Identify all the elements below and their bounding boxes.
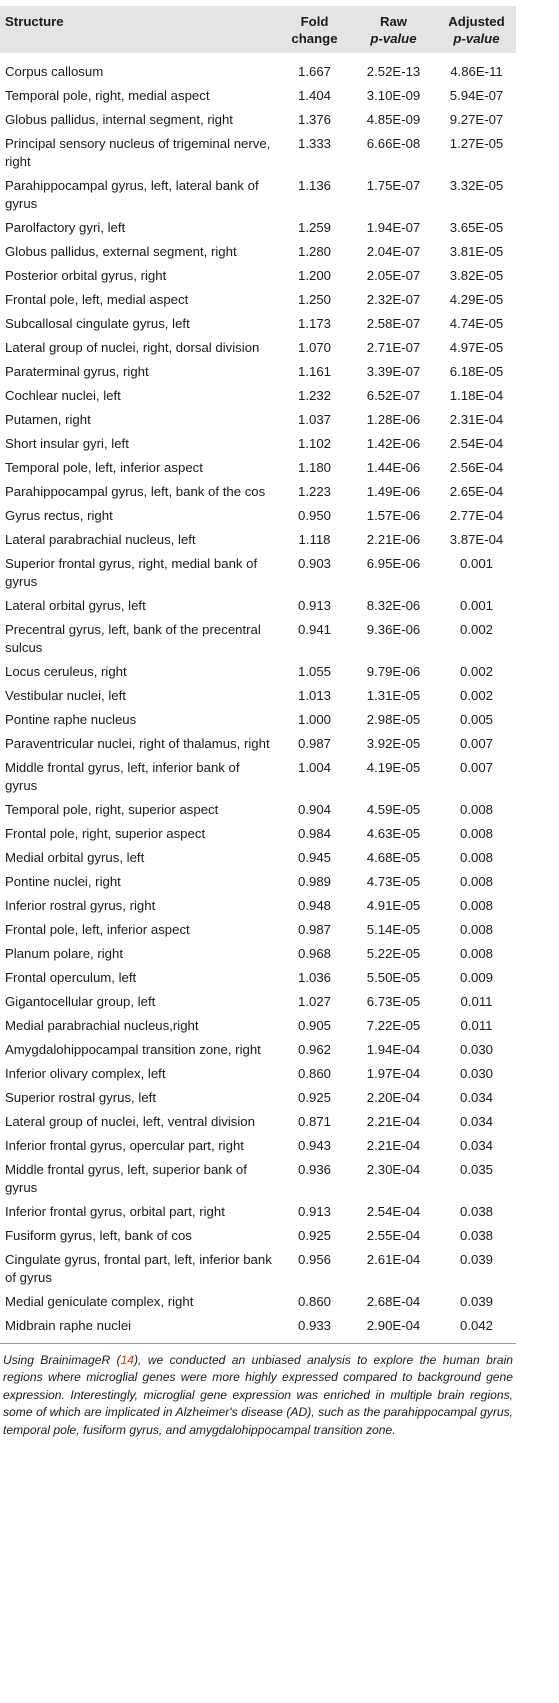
table-row [0,108,516,132]
table-row [0,384,516,408]
cell-fold-change: 0.989 [297,874,331,889]
cell-fold-change: 0.987 [297,922,331,937]
table-row [0,918,516,942]
cell-adjusted-p: 1.18E-04 [449,388,504,403]
table-row [0,456,516,480]
cell-raw-p: 4.68E-05 [366,850,421,865]
cell-structure: Parolfactory gyri, left [5,220,126,235]
table-row [0,408,516,432]
cell-adjusted-p: 0.038 [459,1204,493,1219]
cell-adjusted-p: 6.18E-05 [449,364,504,379]
cell-fold-change: 1.036 [297,970,331,985]
cell-adjusted-p: 2.56E-04 [449,460,504,475]
cell-structure: Lateral parabrachial nucleus, left [5,532,196,547]
cell-raw-p: 2.05E-07 [366,268,421,283]
table-row [0,822,516,846]
cell-raw-p: 1.49E-06 [366,484,421,499]
cell-fold-change: 1.250 [297,292,331,307]
cell-structure: Frontal pole, left, medial aspect [5,292,189,307]
cell-structure: Temporal pole, right, medial aspect [5,88,210,103]
cell-adjusted-p: 0.034 [459,1090,493,1105]
cell-fold-change: 0.904 [297,802,331,817]
cell-structure: Inferior frontal gyrus, opercular part, right [5,1138,244,1153]
cell-structure: Subcallosal cingulate gyrus, left [5,316,190,331]
cell-adjusted-p: 3.65E-05 [449,220,504,235]
cell-adjusted-p: 0.008 [459,850,493,865]
cell-adjusted-p: 0.001 [459,598,493,613]
table-row [0,966,516,990]
cell-fold-change: 1.102 [297,436,331,451]
cell-fold-change: 0.987 [297,736,331,751]
cell-fold-change: 0.948 [297,898,331,913]
header-raw-p [350,6,436,53]
footnote-reference-link[interactable]: 14 [120,1353,135,1367]
cell-structure: Medial geniculate complex, right [5,1294,194,1309]
cell-structure: Inferior frontal gyrus, orbital part, right [5,1204,225,1219]
cell-adjusted-p: 0.011 [460,1018,493,1033]
cell-raw-p: 2.54E-04 [366,1204,421,1219]
cell-adjusted-p: 1.27E-05 [449,136,504,151]
cell-adjusted-p: 0.011 [460,994,493,1009]
table-row [0,174,516,216]
cell-adjusted-p: 2.31E-04 [449,412,504,427]
cell-raw-p: 1.57E-06 [366,508,421,523]
cell-raw-p: 1.97E-04 [366,1066,421,1081]
cell-fold-change: 1.280 [297,244,331,259]
cell-raw-p: 2.21E-06 [366,532,421,547]
cell-fold-change: 0.968 [297,946,331,961]
cell-structure: Parahippocampal gyrus, left, bank of the cos [5,484,266,499]
cell-structure: Medial parabrachial nucleus,right [5,1018,199,1033]
cell-raw-p: 6.66E-08 [366,136,421,151]
header-row [0,6,516,53]
cell-raw-p: 6.73E-05 [366,994,421,1009]
table-row [0,432,516,456]
cell-fold-change: 1.173 [297,316,331,331]
cell-structure: Middle frontal gyrus, left, superior bank of gyrus [5,1162,247,1195]
cell-fold-change: 1.136 [297,178,331,193]
cell-structure: Paraventricular nuclei, right of thalamus, right [5,736,270,751]
cell-raw-p: 2.21E-04 [366,1114,421,1129]
table-row [0,1200,516,1224]
cell-fold-change: 0.936 [297,1162,331,1177]
cell-raw-p: 4.63E-05 [366,826,421,841]
cell-fold-change: 0.860 [297,1294,331,1309]
table-row [0,240,516,264]
cell-adjusted-p: 3.87E-04 [449,532,504,547]
cell-fold-change: 1.376 [297,112,331,127]
cell-structure: Principal sensory nucleus of trigeminal nerve, right [5,136,271,169]
cell-adjusted-p: 0.001 [459,556,493,571]
table-row [0,660,516,684]
cell-raw-p: 2.68E-04 [366,1294,421,1309]
cell-raw-p: 4.85E-09 [366,112,421,127]
cell-adjusted-p: 4.86E-11 [450,64,503,79]
cell-adjusted-p: 0.008 [459,898,493,913]
cell-structure: Corpus callosum [5,64,104,79]
table-row [0,312,516,336]
cell-raw-p: 1.42E-06 [366,436,421,451]
cell-raw-p: 1.94E-04 [366,1042,421,1057]
cell-raw-p: 6.95E-06 [366,556,421,571]
table-row [0,1290,516,1314]
cell-structure: Pontine raphe nucleus [5,712,137,727]
cell-fold-change: 0.903 [297,556,331,571]
cell-fold-change: 1.013 [297,688,331,703]
cell-raw-p: 1.94E-07 [366,220,421,235]
cell-adjusted-p: 0.002 [459,622,493,637]
table-row [0,504,516,528]
cell-adjusted-p: 2.77E-04 [449,508,504,523]
cell-structure: Vestibular nuclei, left [5,688,126,703]
cell-raw-p: 1.28E-06 [366,412,421,427]
cell-adjusted-p: 0.002 [459,688,493,703]
header-adj-line1: Adjusted [448,14,505,29]
cell-raw-p: 7.22E-05 [366,1018,421,1033]
cell-fold-change: 1.037 [297,412,331,427]
cell-raw-p: 2.71E-07 [366,340,421,355]
cell-raw-p: 2.55E-04 [366,1228,421,1243]
cell-structure: Middle frontal gyrus, left, inferior bank of gyrus [5,760,240,793]
cell-structure: Posterior orbital gyrus, right [5,268,167,283]
table-row [0,1038,516,1062]
cell-structure: Locus ceruleus, right [5,664,127,679]
table-row [0,1062,516,1086]
table-row [0,1014,516,1038]
cell-adjusted-p: 0.008 [459,922,493,937]
cell-structure: Frontal operculum, left [5,970,137,985]
header-raw-line1: Raw [379,14,408,29]
cell-fold-change: 1.333 [297,136,331,151]
cell-structure: Gigantocellular group, left [5,994,156,1009]
cell-fold-change: 0.925 [297,1090,331,1105]
cell-adjusted-p: 0.009 [459,970,493,985]
cell-structure: Superior frontal gyrus, right, medial bank of gyrus [5,556,258,589]
cell-fold-change: 0.933 [297,1318,331,1333]
header-adjusted-p [436,6,516,53]
cell-fold-change: 0.913 [297,598,331,613]
cell-fold-change: 1.070 [297,340,331,355]
table-row [0,288,516,312]
table-header [0,6,516,53]
cell-adjusted-p: 0.008 [459,826,493,841]
table-row [0,528,516,552]
cell-structure: Precentral gyrus, left, bank of the precentral sulcus [5,622,261,655]
table-row [0,594,516,618]
cell-fold-change: 1.118 [298,532,331,547]
footnote-before-ref: Using BrainimageR ( [3,1353,121,1367]
cell-adjusted-p: 4.97E-05 [449,340,504,355]
cell-structure: Medial orbital gyrus, left [5,850,145,865]
cell-raw-p: 2.52E-13 [366,64,421,79]
cell-adjusted-p: 4.74E-05 [449,316,504,331]
table-row [0,552,516,594]
cell-structure: Parahippocampal gyrus, left, lateral bank of gyrus [5,178,259,211]
header-fold-change [278,6,350,53]
cell-raw-p: 3.39E-07 [366,364,421,379]
table-row [0,480,516,504]
cell-fold-change: 1.055 [297,664,331,679]
cell-structure: Lateral orbital gyrus, left [5,598,146,613]
cell-fold-change: 0.925 [297,1228,331,1243]
table-row [0,756,516,798]
cell-structure: Planum polare, right [5,946,124,961]
table-row [0,870,516,894]
cell-fold-change: 0.905 [297,1018,331,1033]
cell-structure: Frontal pole, right, superior aspect [5,826,206,841]
cell-fold-change: 1.200 [297,268,331,283]
table-footnote [0,1344,516,1439]
cell-structure: Superior rostral gyrus, left [5,1090,156,1105]
table-row [0,990,516,1014]
cell-adjusted-p: 2.65E-04 [449,484,504,499]
cell-fold-change: 0.913 [297,1204,331,1219]
cell-fold-change: 1.180 [297,460,331,475]
cell-raw-p: 8.32E-06 [366,598,421,613]
cell-fold-change: 1.027 [297,994,331,1009]
cell-raw-p: 3.92E-05 [366,736,421,751]
cell-adjusted-p: 0.008 [459,946,493,961]
cell-structure: Globus pallidus, external segment, right [5,244,237,259]
cell-raw-p: 9.36E-06 [366,622,421,637]
cell-adjusted-p: 3.82E-05 [449,268,504,283]
cell-raw-p: 5.50E-05 [366,970,421,985]
table-row [0,708,516,732]
cell-adjusted-p: 0.007 [459,760,493,775]
header-adj-line2: p-value [453,31,500,46]
header-structure: Structure [5,14,64,29]
cell-fold-change: 0.941 [297,622,331,637]
cell-adjusted-p: 0.034 [459,1138,493,1153]
cell-raw-p: 4.91E-05 [366,898,421,913]
cell-fold-change: 0.943 [297,1138,331,1153]
header-fold-line1: Fold [300,14,329,29]
cell-fold-change: 0.950 [297,508,331,523]
cell-adjusted-p: 0.035 [459,1162,493,1177]
cell-raw-p: 1.75E-07 [366,178,421,193]
cell-fold-change: 1.161 [297,364,331,379]
table-row [0,1134,516,1158]
table-row [0,798,516,822]
cell-structure: Inferior rostral gyrus, right [5,898,156,913]
cell-raw-p: 1.44E-06 [366,460,421,475]
cell-fold-change: 1.667 [297,64,331,79]
cell-raw-p: 3.10E-09 [366,88,421,103]
table-row [0,336,516,360]
table-row [0,1110,516,1134]
cell-fold-change: 0.956 [297,1252,331,1267]
cell-raw-p: 4.19E-05 [366,760,421,775]
cell-fold-change: 1.223 [297,484,331,499]
cell-adjusted-p: 0.007 [459,736,493,751]
cell-raw-p: 2.20E-04 [366,1090,421,1105]
header-raw-line2: p-value [370,31,417,46]
cell-fold-change: 1.000 [297,712,331,727]
table-row [0,732,516,756]
cell-adjusted-p: 5.94E-07 [449,88,504,103]
table-row [0,894,516,918]
cell-raw-p: 5.14E-05 [366,922,421,937]
cell-adjusted-p: 0.008 [459,874,493,889]
cell-fold-change: 1.004 [297,760,331,775]
data-table [0,6,516,1343]
cell-adjusted-p: 9.27E-07 [449,112,504,127]
cell-structure: Midbrain raphe nuclei [5,1318,132,1333]
table-row [0,360,516,384]
table-row [0,1224,516,1248]
cell-structure: Temporal pole, left, inferior aspect [5,460,203,475]
cell-structure: Globus pallidus, internal segment, right [5,112,233,127]
cell-raw-p: 4.73E-05 [366,874,421,889]
table-row [0,1314,516,1343]
cell-fold-change: 0.871 [297,1114,331,1129]
cell-raw-p: 2.04E-07 [366,244,421,259]
cell-fold-change: 1.404 [297,88,331,103]
cell-raw-p: 4.59E-05 [366,802,421,817]
cell-adjusted-p: 0.030 [459,1042,493,1057]
cell-adjusted-p: 0.038 [459,1228,493,1243]
table-row [0,264,516,288]
cell-fold-change: 0.962 [297,1042,331,1057]
cell-adjusted-p: 0.002 [459,664,493,679]
cell-adjusted-p: 0.039 [459,1252,493,1267]
cell-fold-change: 1.232 [297,388,331,403]
cell-structure: Amygdalohippocampal transition zone, right [5,1042,261,1057]
cell-raw-p: 5.22E-05 [366,946,421,961]
table-body [0,53,516,1343]
table-row [0,1086,516,1110]
cell-fold-change: 0.860 [297,1066,331,1081]
cell-structure: Fusiform gyrus, left, bank of cos [5,1228,192,1243]
cell-structure: Cingulate gyrus, frontal part, left, inferior bank of gyrus [5,1252,272,1285]
table-row [0,1158,516,1200]
cell-structure: Temporal pole, right, superior aspect [5,802,219,817]
cell-structure: Pontine nuclei, right [5,874,121,889]
header-fold-line2: change [291,31,338,46]
cell-fold-change: 0.984 [297,826,331,841]
cell-structure: Frontal pole, left, inferior aspect [5,922,190,937]
table-row [0,216,516,240]
footnote-after-ref: ), we conducted an unbiased analysis to explore the human brain regions where microglial genes were more highly expressed compared to background gene expression. Interestingly, microglial gene expression was enriched in multiple brain regions, some of which are implicated in Alzheimer's disease (AD), such as the parahippocampal gyrus, temporal pole, fusiform gyrus, and amygdalohippocampal transition zone. [3,1353,513,1437]
cell-adjusted-p: 0.034 [459,1114,493,1129]
cell-raw-p: 2.21E-04 [366,1138,421,1153]
table-row [0,684,516,708]
cell-structure: Paraterminal gyrus, right [5,364,149,379]
cell-raw-p: 2.61E-04 [366,1252,421,1267]
cell-fold-change: 0.945 [297,850,331,865]
cell-fold-change: 1.259 [297,220,331,235]
cell-adjusted-p: 0.030 [459,1066,493,1081]
table-row [0,846,516,870]
cell-adjusted-p: 0.039 [459,1294,493,1309]
cell-adjusted-p: 3.81E-05 [449,244,504,259]
cell-adjusted-p: 0.005 [459,712,493,727]
cell-raw-p: 2.98E-05 [366,712,421,727]
table-row [0,132,516,174]
table-row [0,942,516,966]
cell-structure: Short insular gyri, left [5,436,129,451]
cell-adjusted-p: 4.29E-05 [449,292,504,307]
cell-structure: Inferior olivary complex, left [5,1066,166,1081]
cell-raw-p: 6.52E-07 [366,388,421,403]
cell-adjusted-p: 2.54E-04 [449,436,504,451]
table-row [0,53,516,84]
cell-structure: Lateral group of nuclei, left, ventral division [5,1114,255,1129]
cell-adjusted-p: 0.042 [459,1318,493,1333]
table-row [0,1248,516,1290]
cell-raw-p: 2.90E-04 [366,1318,421,1333]
table-row [0,618,516,660]
cell-structure: Lateral group of nuclei, right, dorsal division [5,340,260,355]
cell-raw-p: 1.31E-05 [366,688,421,703]
cell-structure: Cochlear nuclei, left [5,388,121,403]
cell-raw-p: 9.79E-06 [366,664,421,679]
cell-raw-p: 2.30E-04 [366,1162,421,1177]
cell-structure: Gyrus rectus, right [5,508,113,523]
cell-structure: Putamen, right [5,412,91,427]
cell-adjusted-p: 0.008 [459,802,493,817]
cell-raw-p: 2.58E-07 [366,316,421,331]
cell-raw-p: 2.32E-07 [366,292,421,307]
cell-adjusted-p: 3.32E-05 [449,178,504,193]
table-row [0,84,516,108]
